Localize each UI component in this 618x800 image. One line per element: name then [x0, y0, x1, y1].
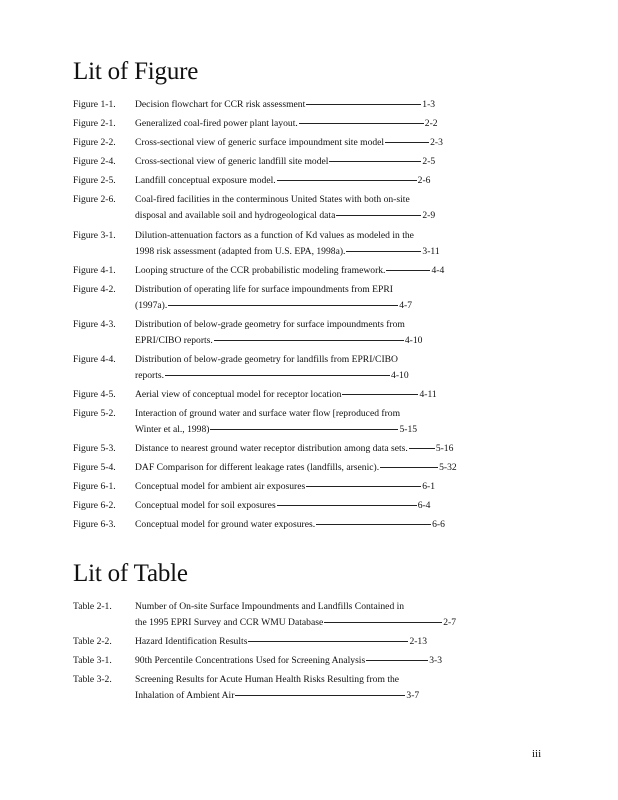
- table-title: Hazard Identification Results: [135, 636, 248, 647]
- figure-title: Interaction of ground water and surface water flow [reproduced from: [135, 408, 401, 419]
- page-ref: 4-7: [399, 300, 413, 311]
- figure-title: Distribution of below-grade geometry for landfills from EPRI/CIBO: [135, 354, 398, 365]
- dot-leader: [306, 104, 421, 105]
- dot-leader: [277, 505, 417, 506]
- dot-leader: [214, 340, 404, 341]
- dot-leader: [329, 161, 421, 162]
- table-label: Table 3-2.: [73, 674, 112, 685]
- figure-label: Figure 6-2.: [73, 500, 116, 511]
- page-ref: 4-10: [404, 335, 423, 346]
- table-title: 90th Percentile Concentrations Used for Screening Analysis: [135, 655, 366, 666]
- page-ref: 5-15: [399, 424, 418, 435]
- page-ref: 2-2: [424, 118, 438, 129]
- figure-label: Figure 5-2.: [73, 408, 116, 419]
- page-ref: 3-7: [406, 690, 420, 701]
- dot-leader: [165, 375, 390, 376]
- dot-leader: [248, 641, 408, 642]
- dot-leader: [168, 305, 398, 306]
- figure-label: Figure 6-1.: [73, 481, 116, 492]
- dot-leader: [385, 142, 429, 143]
- dot-leader: [342, 394, 418, 395]
- figure-title: Coal-fired facilities in the conterminous United States with both on-site: [135, 194, 410, 205]
- figure-label: Figure 3-1.: [73, 230, 116, 241]
- figure-title-cont: (1997a).: [135, 300, 168, 311]
- page-ref: 4-4: [431, 265, 445, 276]
- page-ref: 2-6: [417, 175, 431, 186]
- figure-label: Figure 4-4.: [73, 354, 116, 365]
- figure-label: Figure 5-4.: [73, 462, 116, 473]
- figures-heading: Lit of Figure: [73, 58, 199, 85]
- dot-leader: [306, 486, 421, 487]
- figure-label: Figure 1-1.: [73, 99, 116, 110]
- figure-title-cont: 1998 risk assessment (adapted from U.S. EPA, 1998a).: [135, 246, 346, 257]
- figure-label: Figure 2-1.: [73, 118, 116, 129]
- dot-leader: [316, 524, 431, 525]
- table-title: Screening Results for Acute Human Health Risks Resulting from the: [135, 674, 400, 685]
- page-ref: 6-1: [422, 481, 436, 492]
- figure-title: Decision flowchart for CCR risk assessment: [135, 99, 306, 110]
- page-ref: 2-13: [409, 636, 428, 647]
- figure-label: Figure 4-5.: [73, 389, 116, 400]
- page-ref: 4-10: [391, 370, 409, 381]
- page-ref: 2-3: [430, 137, 443, 148]
- dot-leader: [277, 180, 417, 181]
- figure-label: Figure 4-1.: [73, 265, 116, 276]
- figure-label: Figure 4-2.: [73, 284, 116, 295]
- table-label: Table 3-1.: [73, 655, 112, 666]
- page-ref: 5-16: [435, 443, 454, 454]
- figure-title-cont: EPRI/CIBO reports.: [135, 335, 213, 346]
- figure-title: Dilution-attenuation factors as a function of Kd values as modeled in the: [135, 230, 414, 241]
- figure-title: Distance to nearest ground water receptor distribution among data sets.: [135, 443, 408, 454]
- dot-leader: [366, 660, 428, 661]
- page-number: iii: [532, 748, 542, 760]
- page-ref: 3-3: [429, 655, 442, 666]
- figure-title: Conceptual model for ambient air exposures: [135, 481, 306, 492]
- page-ref: 1-3: [422, 99, 436, 110]
- page-ref: 2-9: [422, 210, 436, 221]
- figure-label: Figure 5-3.: [73, 443, 116, 454]
- dot-leader: [235, 695, 405, 696]
- figure-title: Conceptual model for soil exposures: [135, 500, 276, 511]
- table-label: Table 2-2.: [73, 636, 112, 647]
- figure-title-cont: Winter et al., 1998): [135, 424, 210, 435]
- figure-label: Figure 4-3.: [73, 319, 116, 330]
- figure-title: Cross-sectional view of generic surface impoundment site model: [135, 137, 385, 148]
- dot-leader: [380, 467, 438, 468]
- figure-title: Looping structure of the CCR probabilistic modeling framework.: [135, 265, 386, 276]
- figure-title: Conceptual model for ground water exposures.: [135, 519, 316, 530]
- figure-title: Landfill conceptual exposure model.: [135, 175, 276, 186]
- dot-leader: [324, 622, 442, 623]
- figure-title: Aerial view of conceptual model for receptor location: [135, 389, 342, 400]
- dot-leader: [386, 270, 430, 271]
- figure-label: Figure 2-6.: [73, 194, 116, 205]
- figure-label: Figure 6-3.: [73, 519, 116, 530]
- page-ref: 5-32: [439, 462, 457, 473]
- dot-leader: [346, 251, 421, 252]
- page-ref: 3-11: [422, 246, 440, 257]
- page-ref: 4-11: [419, 389, 437, 400]
- figure-label: Figure 2-2.: [73, 137, 116, 148]
- figure-title: DAF Comparison for different leakage rates (landfills, arsenic).: [135, 462, 380, 473]
- page-ref: 2-7: [443, 617, 457, 628]
- table-title-cont: the 1995 EPRI Survey and CCR WMU Database: [135, 617, 324, 628]
- figure-label: Figure 2-5.: [73, 175, 116, 186]
- page-ref: 6-6: [432, 519, 445, 530]
- figure-title: Generalized coal-fired power plant layout.: [135, 118, 298, 129]
- figure-title: Distribution of operating life for surface impoundments from EPRI: [135, 284, 393, 295]
- table-title: Number of On-site Surface Impoundments and Landfills Contained in: [135, 601, 405, 612]
- dot-leader: [210, 429, 398, 430]
- figure-title: Cross-sectional view of generic landfill site model: [135, 156, 329, 167]
- page-ref: 2-5: [422, 156, 436, 167]
- dot-leader: [299, 123, 424, 124]
- dot-leader: [336, 215, 421, 216]
- figure-title: Distribution of below-grade geometry for surface impoundments from: [135, 319, 405, 330]
- page-ref: 6-4: [417, 500, 431, 511]
- figure-label: Figure 2-4.: [73, 156, 116, 167]
- table-label: Table 2-1.: [73, 601, 112, 612]
- figure-title-cont: reports.: [135, 370, 165, 381]
- tables-heading: Lit of Table: [73, 560, 188, 587]
- dot-leader: [409, 448, 435, 449]
- table-title-cont: Inhalation of Ambient Air: [135, 690, 235, 701]
- figure-title-cont: disposal and available soil and hydrogeological data: [135, 210, 336, 221]
